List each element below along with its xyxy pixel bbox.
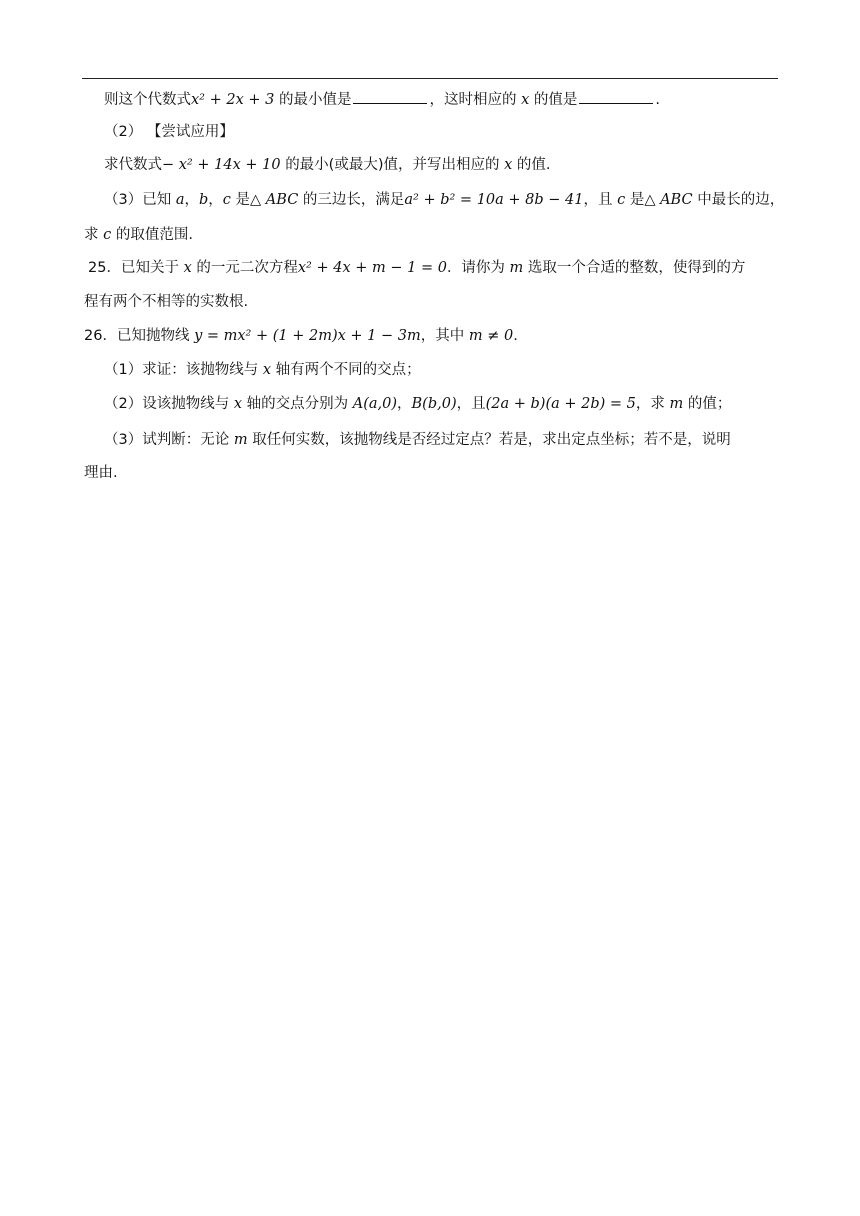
text: 程有两个不相等的实数根. [84,294,249,310]
text: （1）求证：该抛物线与 [104,362,259,378]
q26-part1 [104,360,421,380]
math-expression: (2a + b)(a + 2b) = 5 [485,396,636,412]
text: ．请你为 [446,260,505,276]
text: . [513,328,518,344]
text: （2） [104,124,143,140]
q26-part3-line-1 [104,430,731,450]
text: 的值； [687,396,732,412]
math-expression: a² + b² = 10a + 8b − 41 [404,192,584,208]
text: 26．已知抛物线 [84,328,190,344]
math-expression: y = mx² + (1 + 2m)x + 1 − 3m [194,328,421,344]
text: ，且 [456,396,486,412]
text: ，求 [635,396,665,412]
answer-blank-2[interactable] [579,89,653,104]
math-expression: B(b,0) [411,396,457,412]
q26-part2 [104,394,731,414]
math-expression: m ≠ 0 [468,328,514,344]
text: （3）已知 [104,192,172,208]
text: （2）设该抛物线与 [104,396,230,412]
text: ， [184,192,199,208]
q24-part3-line-1 [104,190,784,210]
math-variable: c [103,227,112,243]
math-expression: x² + 2x + 3 [191,92,275,108]
text: 中最长的边， [697,192,785,208]
math-variable: m [233,432,248,448]
math-variable: c [617,192,626,208]
math-variable: x [504,157,513,173]
math-variable: x [183,260,192,276]
text: 的最小值是 [278,92,352,108]
math-variable: x [262,362,272,378]
text: 的取值范围. [115,227,193,243]
text: 取任何实数，该抛物线是否经过定点？若是，求出定点坐标；若不是，说明 [252,432,731,448]
q24-part2-heading [104,122,234,142]
math-expression: △ ABC [250,192,299,208]
text: （3）试判断：无论 [104,432,230,448]
text: 则这个代数式 [104,92,191,108]
text: 的最小(或最大)值，并写出相应的 [285,157,500,173]
text: 求 [84,227,99,243]
answer-blank-1[interactable] [353,89,427,104]
text: . [655,92,660,108]
math-variable: b [199,192,209,208]
q25-line-2 [84,292,248,312]
text: 选取一个合适的整数，使得到的方 [527,260,746,276]
text: 【尝试应用】 [146,124,234,140]
text: 的三边长，满足 [302,192,405,208]
text: 是 [629,192,645,208]
text: 25．已知关于 [88,260,179,276]
text: 理由. [84,465,118,481]
math-expression: − x² + 14x + 10 [162,157,281,173]
math-variable: m [669,396,684,412]
text: ，其中 [420,328,465,344]
q24-part3-line-2 [84,225,193,245]
text: 是 [235,192,251,208]
q24-line-1 [104,89,660,110]
math-expression: x² + 4x + m − 1 = 0 [297,260,447,276]
text: ， [208,192,223,208]
text: ， [397,396,412,412]
q25-line-1 [88,258,745,278]
text: 的一元二次方程 [196,260,298,276]
math-variable: c [222,192,231,208]
q26-line-1 [84,326,518,346]
math-variable: m [509,260,524,276]
q24-part2-body [104,155,551,175]
text: 的值是 [533,92,578,108]
math-variable: x [233,396,243,412]
text: 轴有两个不同的交点； [275,362,421,378]
math-variable: a [175,192,185,208]
text: 求代数式 [104,157,162,173]
text: ，且 [583,192,613,208]
math-expression: △ ABC [644,192,693,208]
header-rule [82,78,778,79]
text: ，这时相应的 [429,92,517,108]
math-expression: A(a,0) [352,396,398,412]
q26-part3-line-2 [84,463,118,483]
math-variable: x [521,92,530,108]
text: 的值. [516,157,551,173]
text: 轴的交点分别为 [246,396,349,412]
